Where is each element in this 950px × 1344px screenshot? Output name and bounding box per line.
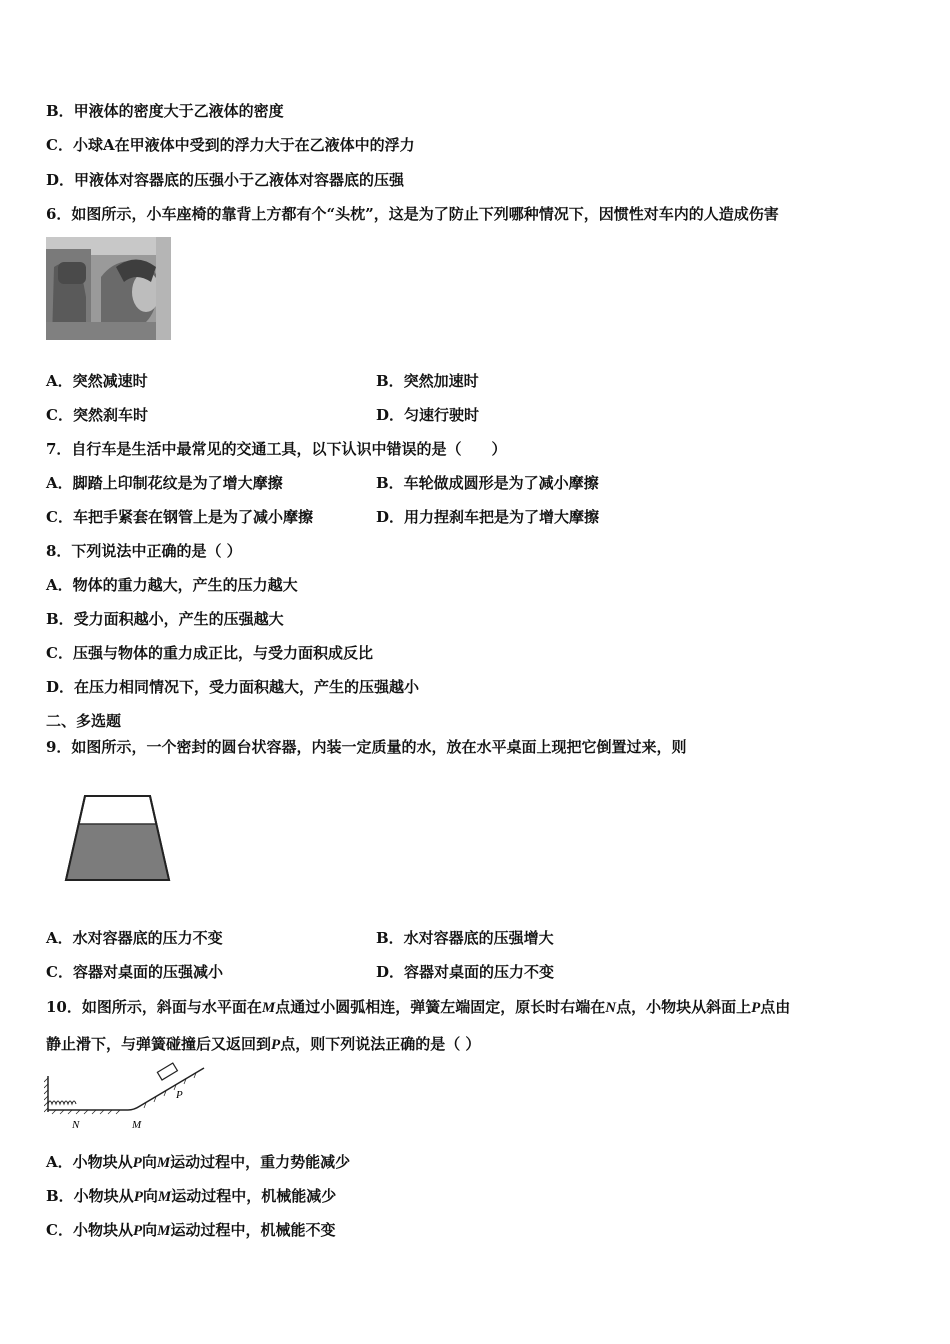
var-n: N bbox=[605, 1000, 617, 1016]
frustum-container-figure bbox=[60, 794, 175, 884]
q8-option-c: C．压强与物体的重力成正比，与受力面积成反比 bbox=[46, 644, 373, 662]
q10-option-a: A．小物块从P向M运动过程中，重力势能减少 bbox=[46, 1153, 351, 1171]
q6-option-d: D．匀速行驶时 bbox=[376, 406, 480, 424]
q7-option-c: C．车把手紧套在钢管上是为了减小摩擦 bbox=[46, 508, 313, 526]
q7-stem: 7．自行车是生活中最常见的交通工具，以下认识中错误的是（ ） bbox=[46, 440, 507, 458]
q6-option-b: B．突然加速时 bbox=[376, 372, 479, 390]
q8-stem: 8．下列说法中正确的是（ ） bbox=[46, 542, 242, 560]
q7-option-b: B．车轮做成圆形是为了减小摩擦 bbox=[376, 474, 599, 492]
section-heading: 二、多选题 bbox=[46, 712, 122, 730]
q5-option-b: B．甲液体的密度大于乙液体的密度 bbox=[46, 102, 284, 120]
q9-option-d: D．容器对桌面的压力不变 bbox=[376, 963, 555, 981]
q6-stem: 6．如图所示，小车座椅的靠背上方都有个“头枕”，这是为了防止下列哪种情况下，因惯性对车内的人造成伤害 bbox=[46, 205, 779, 223]
incline-spring-figure bbox=[44, 1062, 214, 1134]
q9-stem: 9．如图所示，一个密封的圆台状容器，内装一定质量的水，放在水平桌面上现把它倒置过来，则 bbox=[46, 738, 687, 756]
q7-option-a: A．脚踏上印制花纹是为了增大摩擦 bbox=[46, 474, 283, 492]
q7-option-d: D．用力捏刹车把是为了增大摩擦 bbox=[376, 508, 600, 526]
var-p: P bbox=[751, 1000, 761, 1016]
var-m: M bbox=[261, 1000, 276, 1016]
q9-option-b: B．水对容器底的压强增大 bbox=[376, 929, 554, 947]
q5-option-c: C．小球A在甲液体中受到的浮力大于在乙液体中的浮力 bbox=[46, 136, 415, 154]
q8-option-a: A．物体的重力越大，产生的压力越大 bbox=[46, 576, 298, 594]
label-m: M bbox=[132, 1119, 142, 1131]
q10-stem-line1: 10．如图所示，斜面与水平面在M点通过小圆弧相连，弹簧左端固定，原长时右端在N点，小物块从斜面上P点由 bbox=[46, 998, 791, 1016]
q6-option-a: A．突然减速时 bbox=[46, 372, 148, 390]
label-p: P bbox=[176, 1089, 183, 1101]
q5-option-d: D．甲液体对容器底的压强小于乙液体对容器底的压强 bbox=[46, 171, 405, 189]
q10-option-b: B．小物块从P向M运动过程中，机械能减少 bbox=[46, 1187, 337, 1205]
q6-option-c: C．突然刹车时 bbox=[46, 406, 148, 424]
q10-stem-line2: 静止滑下，与弹簧碰撞后又返回到P点，则下列说法正确的是（ ） bbox=[46, 1035, 481, 1053]
label-n: N bbox=[72, 1119, 80, 1131]
q8-option-d: D．在压力相同情况下，受力面积越大，产生的压强越小 bbox=[46, 678, 420, 696]
q8-option-b: B．受力面积越小，产生的压强越大 bbox=[46, 610, 284, 628]
car-headrest-photo bbox=[46, 237, 171, 340]
q9-option-c: C．容器对桌面的压强减小 bbox=[46, 963, 223, 981]
q9-option-a: A．水对容器底的压力不变 bbox=[46, 929, 223, 947]
q10-option-c: C．小物块从P向M运动过程中，机械能不变 bbox=[46, 1221, 336, 1239]
